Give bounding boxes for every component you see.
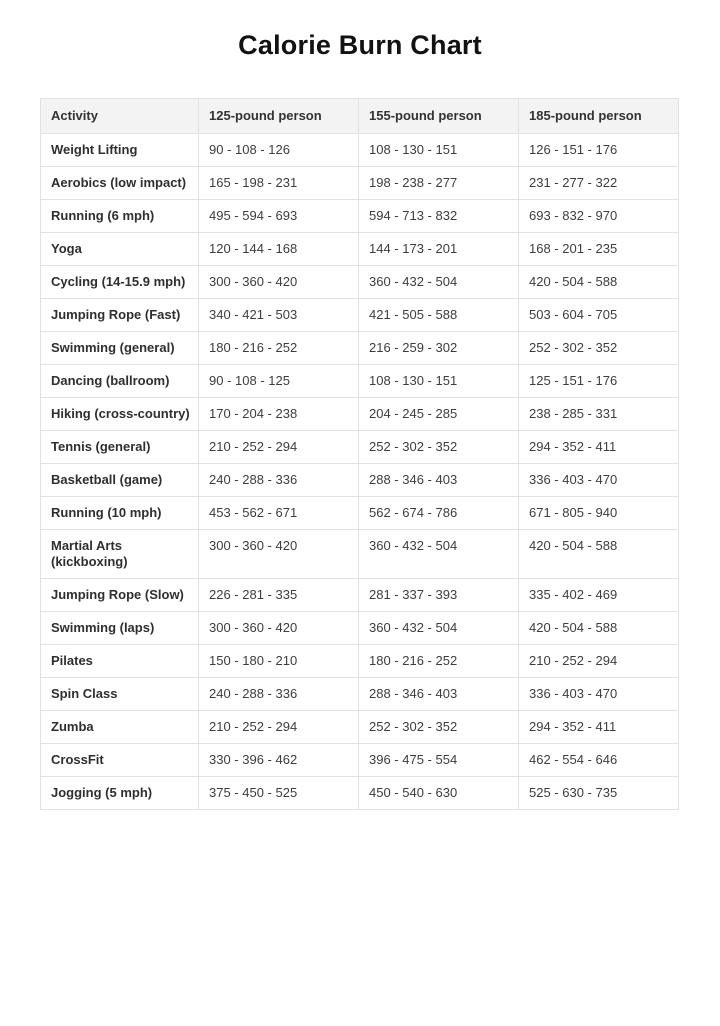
activity-cell: Dancing (ballroom) bbox=[41, 365, 199, 398]
activity-cell: Martial Arts (kickboxing) bbox=[41, 530, 199, 579]
calorie-cell: 198 - 238 - 277 bbox=[359, 167, 519, 200]
calorie-cell: 150 - 180 - 210 bbox=[199, 645, 359, 678]
activity-cell: Yoga bbox=[41, 233, 199, 266]
table-row bbox=[41, 233, 679, 266]
calorie-cell: 168 - 201 - 235 bbox=[519, 233, 679, 266]
calorie-cell: 420 - 504 - 588 bbox=[519, 530, 679, 579]
table-row bbox=[41, 497, 679, 530]
calorie-cell: 300 - 360 - 420 bbox=[199, 530, 359, 579]
calorie-cell: 340 - 421 - 503 bbox=[199, 299, 359, 332]
activity-cell: Swimming (general) bbox=[41, 332, 199, 365]
calorie-cell: 420 - 504 - 588 bbox=[519, 266, 679, 299]
calorie-cell: 210 - 252 - 294 bbox=[199, 431, 359, 464]
column-header-125-pound: 125-pound person bbox=[199, 99, 359, 134]
calorie-cell: 252 - 302 - 352 bbox=[519, 332, 679, 365]
table-row bbox=[41, 579, 679, 612]
column-header-155-pound: 155-pound person bbox=[359, 99, 519, 134]
table-row bbox=[41, 464, 679, 497]
table-row bbox=[41, 167, 679, 200]
calorie-cell: 335 - 402 - 469 bbox=[519, 579, 679, 612]
calorie-cell: 300 - 360 - 420 bbox=[199, 612, 359, 645]
calorie-cell: 396 - 475 - 554 bbox=[359, 744, 519, 777]
table-row bbox=[41, 711, 679, 744]
calorie-cell: 294 - 352 - 411 bbox=[519, 431, 679, 464]
calorie-cell: 330 - 396 - 462 bbox=[199, 744, 359, 777]
calorie-cell: 231 - 277 - 322 bbox=[519, 167, 679, 200]
calorie-cell: 210 - 252 - 294 bbox=[199, 711, 359, 744]
table-row bbox=[41, 678, 679, 711]
table-row bbox=[41, 645, 679, 678]
table-row bbox=[41, 530, 679, 579]
calorie-cell: 165 - 198 - 231 bbox=[199, 167, 359, 200]
activity-cell: Jumping Rope (Slow) bbox=[41, 579, 199, 612]
calorie-cell: 693 - 832 - 970 bbox=[519, 200, 679, 233]
calorie-cell: 288 - 346 - 403 bbox=[359, 464, 519, 497]
calorie-cell: 336 - 403 - 470 bbox=[519, 464, 679, 497]
calorie-cell: 238 - 285 - 331 bbox=[519, 398, 679, 431]
calorie-cell: 180 - 216 - 252 bbox=[359, 645, 519, 678]
table-body bbox=[41, 134, 679, 810]
column-header-185-pound: 185-pound person bbox=[519, 99, 679, 134]
calorie-cell: 252 - 302 - 352 bbox=[359, 711, 519, 744]
table-header-row bbox=[41, 99, 679, 134]
activity-cell: Aerobics (low impact) bbox=[41, 167, 199, 200]
calorie-cell: 594 - 713 - 832 bbox=[359, 200, 519, 233]
calorie-cell: 108 - 130 - 151 bbox=[359, 134, 519, 167]
calorie-cell: 210 - 252 - 294 bbox=[519, 645, 679, 678]
activity-cell: Jogging (5 mph) bbox=[41, 777, 199, 810]
calorie-cell: 421 - 505 - 588 bbox=[359, 299, 519, 332]
calorie-cell: 204 - 245 - 285 bbox=[359, 398, 519, 431]
calorie-cell: 462 - 554 - 646 bbox=[519, 744, 679, 777]
table-row bbox=[41, 266, 679, 299]
activity-cell: Basketball (game) bbox=[41, 464, 199, 497]
activity-cell: Running (10 mph) bbox=[41, 497, 199, 530]
calorie-cell: 180 - 216 - 252 bbox=[199, 332, 359, 365]
calorie-cell: 126 - 151 - 176 bbox=[519, 134, 679, 167]
calorie-cell: 360 - 432 - 504 bbox=[359, 612, 519, 645]
activity-cell: Swimming (laps) bbox=[41, 612, 199, 645]
calorie-cell: 375 - 450 - 525 bbox=[199, 777, 359, 810]
activity-cell: Cycling (14-15.9 mph) bbox=[41, 266, 199, 299]
activity-cell: Jumping Rope (Fast) bbox=[41, 299, 199, 332]
calorie-cell: 281 - 337 - 393 bbox=[359, 579, 519, 612]
calorie-cell: 294 - 352 - 411 bbox=[519, 711, 679, 744]
table-row bbox=[41, 777, 679, 810]
table-row bbox=[41, 398, 679, 431]
column-header-activity: Activity bbox=[41, 99, 199, 134]
calorie-cell: 336 - 403 - 470 bbox=[519, 678, 679, 711]
calorie-cell: 288 - 346 - 403 bbox=[359, 678, 519, 711]
activity-cell: Spin Class bbox=[41, 678, 199, 711]
calorie-cell: 525 - 630 - 735 bbox=[519, 777, 679, 810]
table-row bbox=[41, 134, 679, 167]
activity-cell: Zumba bbox=[41, 711, 199, 744]
calorie-cell: 562 - 674 - 786 bbox=[359, 497, 519, 530]
calorie-burn-table bbox=[40, 98, 679, 810]
calorie-table-container bbox=[40, 98, 679, 810]
calorie-cell: 90 - 108 - 126 bbox=[199, 134, 359, 167]
calorie-cell: 671 - 805 - 940 bbox=[519, 497, 679, 530]
calorie-cell: 216 - 259 - 302 bbox=[359, 332, 519, 365]
calorie-cell: 450 - 540 - 630 bbox=[359, 777, 519, 810]
calorie-cell: 125 - 151 - 176 bbox=[519, 365, 679, 398]
calorie-cell: 108 - 130 - 151 bbox=[359, 365, 519, 398]
activity-cell: Weight Lifting bbox=[41, 134, 199, 167]
calorie-cell: 240 - 288 - 336 bbox=[199, 678, 359, 711]
activity-cell: CrossFit bbox=[41, 744, 199, 777]
table-row bbox=[41, 744, 679, 777]
table-row bbox=[41, 431, 679, 464]
calorie-cell: 360 - 432 - 504 bbox=[359, 266, 519, 299]
calorie-cell: 300 - 360 - 420 bbox=[199, 266, 359, 299]
table-row bbox=[41, 612, 679, 645]
activity-cell: Hiking (cross-country) bbox=[41, 398, 199, 431]
calorie-cell: 252 - 302 - 352 bbox=[359, 431, 519, 464]
table-row bbox=[41, 365, 679, 398]
calorie-cell: 360 - 432 - 504 bbox=[359, 530, 519, 579]
activity-cell: Running (6 mph) bbox=[41, 200, 199, 233]
calorie-cell: 503 - 604 - 705 bbox=[519, 299, 679, 332]
calorie-cell: 226 - 281 - 335 bbox=[199, 579, 359, 612]
table-row bbox=[41, 299, 679, 332]
calorie-cell: 144 - 173 - 201 bbox=[359, 233, 519, 266]
calorie-cell: 495 - 594 - 693 bbox=[199, 200, 359, 233]
calorie-cell: 170 - 204 - 238 bbox=[199, 398, 359, 431]
table-row bbox=[41, 332, 679, 365]
table-row bbox=[41, 200, 679, 233]
calorie-cell: 420 - 504 - 588 bbox=[519, 612, 679, 645]
calorie-cell: 120 - 144 - 168 bbox=[199, 233, 359, 266]
activity-cell: Tennis (general) bbox=[41, 431, 199, 464]
calorie-cell: 453 - 562 - 671 bbox=[199, 497, 359, 530]
page-title: Calorie Burn Chart bbox=[238, 30, 482, 60]
activity-cell: Pilates bbox=[41, 645, 199, 678]
calorie-cell: 240 - 288 - 336 bbox=[199, 464, 359, 497]
calorie-cell: 90 - 108 - 125 bbox=[199, 365, 359, 398]
